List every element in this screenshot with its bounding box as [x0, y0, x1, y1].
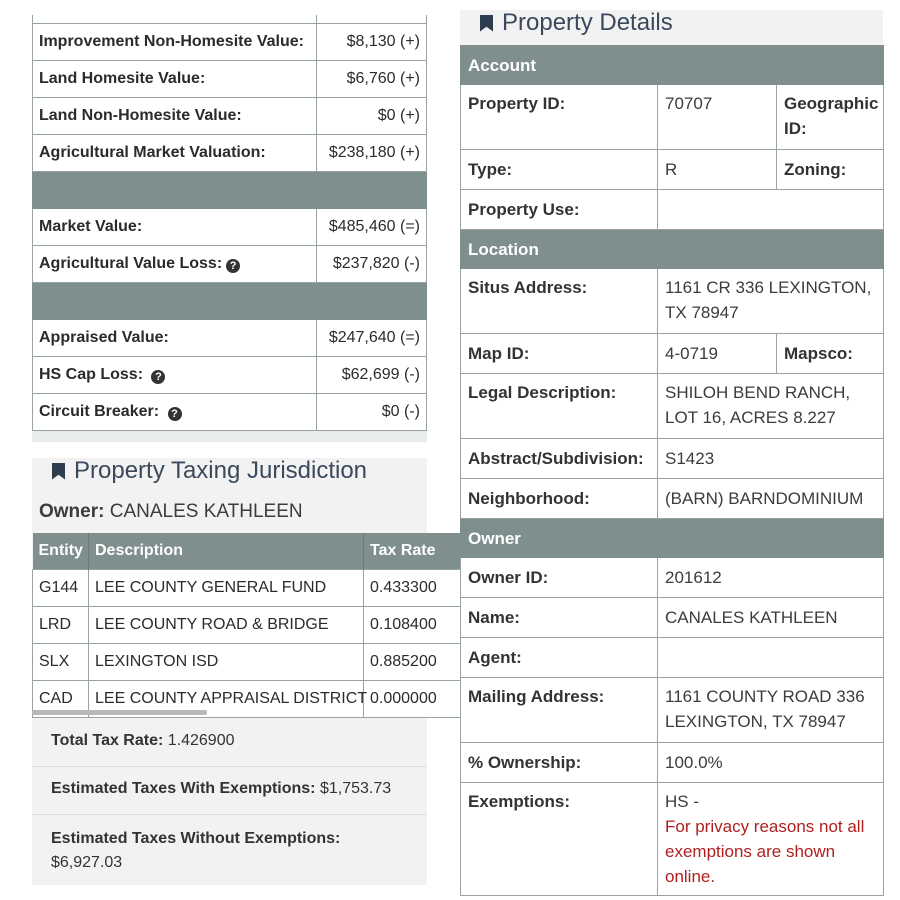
owner-id-value: 201612	[658, 558, 884, 598]
section-title	[480, 10, 673, 36]
rate-cell: 0.000000	[364, 680, 503, 717]
row-value: $485,460 (=)	[317, 208, 427, 245]
details-table	[460, 45, 884, 896]
estimated-taxes-with	[32, 771, 427, 815]
table-row	[461, 598, 884, 638]
help-circle-icon[interactable]: ?	[151, 370, 165, 384]
table-row	[461, 479, 884, 519]
abstract-label: Abstract/Subdivision:	[461, 439, 658, 479]
table-row	[461, 374, 884, 439]
values-table	[32, 15, 427, 431]
table-row	[33, 643, 503, 680]
row-label: Agricultural Market Valuation:	[33, 134, 317, 171]
row-value: $6,760 (+)	[317, 60, 427, 97]
description-cell: LEXINGTON ISD	[89, 643, 364, 680]
help-circle-icon[interactable]: ?	[168, 407, 182, 421]
entity-cell: SLX	[33, 643, 89, 680]
taxing-panel	[32, 457, 437, 885]
table-row	[461, 783, 884, 896]
agent-label: Agent:	[461, 638, 658, 678]
geographic-id-label: Geographic ID:	[777, 85, 884, 150]
situs-label: Situs Address:	[461, 269, 658, 334]
type-value: R	[658, 150, 777, 190]
privacy-note: For privacy reasons not all exemptions are shown online.	[665, 817, 865, 886]
col-description[interactable]: Description	[89, 533, 364, 569]
entity-cell: CAD	[33, 680, 89, 717]
row-label: Market Value:	[33, 208, 317, 245]
taxing-title: Property Taxing Jurisdiction	[74, 457, 368, 484]
row-label: Improvement Non-Homesite Value:	[33, 23, 317, 60]
row-value: $8,130 (+)	[317, 23, 427, 60]
table-row	[461, 150, 884, 190]
col-tax-rate[interactable]: Tax Rate	[364, 533, 503, 569]
table-row	[461, 638, 884, 678]
bookmark-icon	[480, 15, 493, 32]
help-circle-icon[interactable]: ?	[226, 259, 240, 273]
location-header: Location	[461, 230, 884, 269]
mailing-line2: LEXINGTON, TX 78947	[665, 712, 846, 731]
details-panel	[460, 10, 883, 890]
account-header: Account	[461, 46, 884, 85]
table-row	[33, 569, 503, 606]
col-entity[interactable]: Entity	[33, 533, 89, 569]
rate-cell: 0.108400	[364, 606, 503, 643]
total-tax-rate-value: 1.426900	[167, 732, 235, 749]
map-id-label: Map ID:	[461, 334, 658, 374]
ownership-value: 100.0%	[658, 743, 884, 783]
estimated-taxes-without	[32, 827, 427, 875]
rate-cell: 0.433300	[364, 569, 503, 606]
property-use-value	[658, 190, 884, 230]
zoning-label: Zoning:	[777, 150, 884, 190]
est-without-label: Estimated Taxes Without Exemptions:	[51, 830, 341, 847]
table-row	[461, 334, 884, 374]
table-row	[461, 269, 884, 334]
total-tax-rate	[32, 723, 427, 767]
row-value: $238,180 (+)	[317, 134, 427, 171]
exemptions-label: Exemptions:	[461, 783, 658, 896]
description-cell: LEE COUNTY APPRAISAL DISTRICT	[89, 680, 364, 717]
row-value: $237,820 (-)	[317, 245, 427, 282]
row-label: Circuit Breaker:	[39, 402, 160, 420]
owner-header: Owner	[461, 519, 884, 558]
table-row	[33, 245, 427, 282]
table-row	[33, 97, 427, 134]
row-label: HS Cap Loss:	[39, 365, 144, 383]
est-with-value: $1,753.73	[319, 780, 392, 797]
total-tax-rate-label: Total Tax Rate:	[51, 732, 164, 749]
values-panel	[32, 15, 427, 442]
est-with-label: Estimated Taxes With Exemptions:	[51, 780, 316, 797]
jurisdiction-table	[32, 533, 503, 718]
name-value: CANALES KATHLEEN	[658, 598, 884, 638]
type-label: Type:	[461, 150, 658, 190]
table-row	[461, 678, 884, 743]
owner-id-label: Owner ID:	[461, 558, 658, 598]
property-id-label: Property ID:	[461, 85, 658, 150]
table-row	[461, 439, 884, 479]
property-id-value: 70707	[658, 85, 777, 150]
table-row	[461, 190, 884, 230]
ownership-label: % Ownership:	[461, 743, 658, 783]
est-without-value: $6,927.03	[51, 854, 123, 871]
table-row	[33, 606, 503, 643]
table-row	[461, 558, 884, 598]
table-row	[33, 15, 427, 23]
row-label: Agricultural Value Loss:	[39, 254, 223, 272]
description-cell: LEE COUNTY ROAD & BRIDGE	[89, 606, 364, 643]
separator-band	[33, 171, 427, 208]
details-title: Property Details	[502, 9, 673, 36]
table-row	[33, 319, 427, 356]
neighborhood-label: Neighborhood:	[461, 479, 658, 519]
owner-line	[39, 501, 303, 523]
exemptions-text: HS -	[665, 792, 699, 811]
table-row	[33, 208, 427, 245]
table-row	[33, 60, 427, 97]
mapsco-label: Mapsco:	[777, 334, 884, 374]
rate-cell: 0.885200	[364, 643, 503, 680]
horizontal-scrollbar[interactable]	[32, 710, 207, 715]
description-cell: LEE COUNTY GENERAL FUND	[89, 569, 364, 606]
separator-band	[33, 282, 427, 319]
owner-name: CANALES KATHLEEN	[109, 501, 303, 522]
exemptions-value	[658, 783, 884, 896]
row-value: $0 (-)	[317, 393, 427, 430]
entity-cell: G144	[33, 569, 89, 606]
situs-value: 1161 CR 336 LEXINGTON, TX 78947	[658, 269, 884, 334]
entity-cell: LRD	[33, 606, 89, 643]
map-id-value: 4-0719	[658, 334, 777, 374]
section-title	[52, 458, 367, 484]
table-header	[33, 533, 503, 569]
table-row	[33, 356, 427, 393]
mailing-label: Mailing Address:	[461, 678, 658, 743]
mailing-line1: 1161 COUNTY ROAD 336	[665, 687, 865, 706]
agent-value	[658, 638, 884, 678]
property-use-label: Property Use:	[461, 190, 658, 230]
row-label: Land Non-Homesite Value:	[33, 97, 317, 134]
legal-label: Legal Description:	[461, 374, 658, 439]
row-label: Land Homesite Value:	[33, 60, 317, 97]
table-row	[33, 23, 427, 60]
table-row	[461, 85, 884, 150]
abstract-value: S1423	[658, 439, 884, 479]
bookmark-icon	[52, 463, 65, 480]
table-row	[33, 393, 427, 430]
row-value: $62,699 (-)	[317, 356, 427, 393]
legal-value: SHILOH BEND RANCH, LOT 16, ACRES 8.227	[658, 374, 884, 439]
table-row	[33, 134, 427, 171]
row-value: $247,640 (=)	[317, 319, 427, 356]
row-value: $0 (+)	[317, 97, 427, 134]
table-row	[461, 743, 884, 783]
name-label: Name:	[461, 598, 658, 638]
mailing-value	[658, 678, 884, 743]
row-label: Appraised Value:	[33, 319, 317, 356]
owner-label: Owner:	[39, 501, 105, 522]
neighborhood-value: (BARN) BARNDOMINIUM	[658, 479, 884, 519]
